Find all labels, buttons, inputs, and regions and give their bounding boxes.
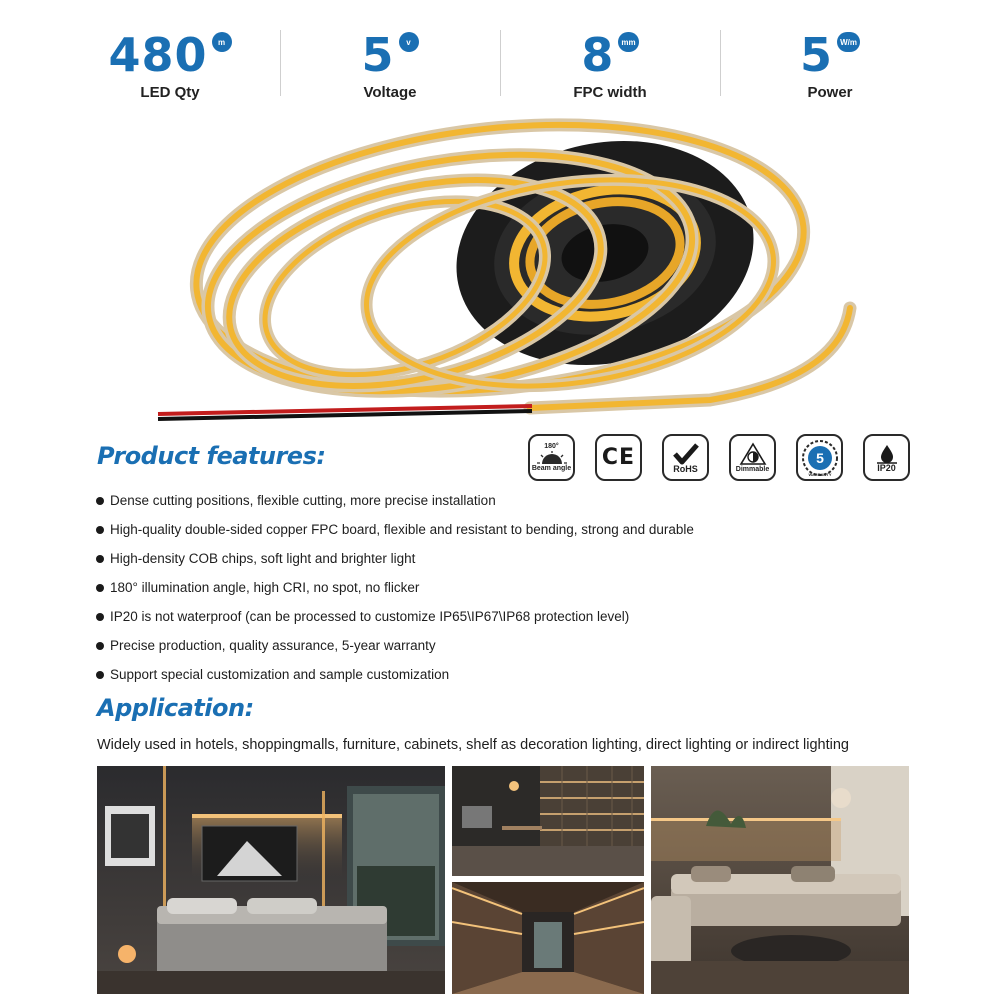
feature-text: 180° illumination angle, high CRI, no spot, no flicker — [110, 580, 420, 595]
living-room-photo — [651, 766, 909, 994]
rohs-label: RoHS — [673, 463, 698, 474]
spec-label: Power — [807, 84, 853, 101]
sun-icon — [537, 451, 567, 465]
spec-value: 5 — [800, 28, 834, 82]
walk-in-wardrobe-photo — [452, 882, 644, 994]
spec-value: 8 — [581, 28, 615, 82]
list-item — [96, 631, 694, 660]
dimmable-badge — [729, 434, 776, 481]
ip-rating-label: IP20 — [877, 462, 896, 473]
warranty-years: 5 — [815, 449, 824, 466]
spec-label: FPC width — [573, 84, 647, 101]
features-heading: Product features: — [97, 442, 326, 470]
ce-badge — [595, 434, 642, 481]
spec-voltage — [280, 22, 500, 102]
bullet-icon — [96, 671, 104, 679]
list-item — [96, 602, 694, 631]
led-strip-reel-image — [150, 108, 870, 430]
spec-unit-badge: m — [212, 32, 232, 52]
spec-label: LED Qty — [140, 84, 200, 101]
list-item — [96, 660, 694, 689]
checkmark-icon — [673, 443, 699, 465]
application-description: Widely used in hotels, shoppingmalls, furniture, cabinets, shelf as decoration lighting, direct lighting or indirect lighting — [97, 737, 849, 753]
spec-unit-badge: W/m — [837, 32, 860, 52]
feature-text: Support special customization and sample customization — [110, 667, 450, 682]
shelf-room-photo — [452, 766, 644, 876]
spec-value: 480 — [108, 28, 208, 82]
bullet-icon — [96, 613, 104, 621]
dimmable-icon — [739, 442, 767, 466]
spec-power — [720, 22, 940, 102]
certification-badges — [528, 434, 910, 481]
warranty-badge — [796, 434, 843, 481]
bullet-icon — [96, 642, 104, 650]
beam-angle-label: Beam angle — [531, 464, 572, 472]
bullet-icon — [96, 555, 104, 563]
feature-text: Precise production, quality assurance, 5-year warranty — [110, 638, 436, 653]
ip20-badge — [863, 434, 910, 481]
bullet-icon — [96, 584, 104, 592]
feature-text: Dense cutting positions, flexible cutting, more precise installation — [110, 493, 496, 508]
ce-mark: CE — [601, 445, 636, 470]
spec-value: 5 — [361, 28, 395, 82]
spec-led-qty — [60, 22, 280, 102]
dimmable-label: Dimmable — [735, 465, 770, 473]
bullet-icon — [96, 497, 104, 505]
spec-row — [60, 22, 940, 102]
warranty-seal-icon — [800, 438, 840, 478]
list-item — [96, 573, 694, 602]
application-heading: Application: — [97, 694, 254, 722]
list-item — [96, 515, 694, 544]
spec-unit-badge: mm — [618, 32, 638, 52]
feature-text: High-density COB chips, soft light and brighter light — [110, 551, 416, 566]
bullet-icon — [96, 526, 104, 534]
features-list — [96, 486, 694, 689]
list-item — [96, 486, 694, 515]
spec-unit-badge: v — [399, 32, 419, 52]
rohs-badge — [662, 434, 709, 481]
spec-fpc-width — [500, 22, 720, 102]
feature-text: IP20 is not waterproof (can be processed to customize IP65\IP67\IP68 protection level) — [110, 609, 630, 624]
water-drop-icon — [876, 444, 898, 464]
bedroom-photo — [97, 766, 445, 994]
feature-text: High-quality double-sided copper FPC board, flexible and resistant to bending, strong and durable — [110, 522, 694, 537]
warranty-label: WARRANTY — [807, 471, 832, 477]
beam-angle-value: 180° — [544, 442, 559, 450]
spec-label: Voltage — [363, 84, 417, 101]
list-item — [96, 544, 694, 573]
beam-angle-badge — [528, 434, 575, 481]
